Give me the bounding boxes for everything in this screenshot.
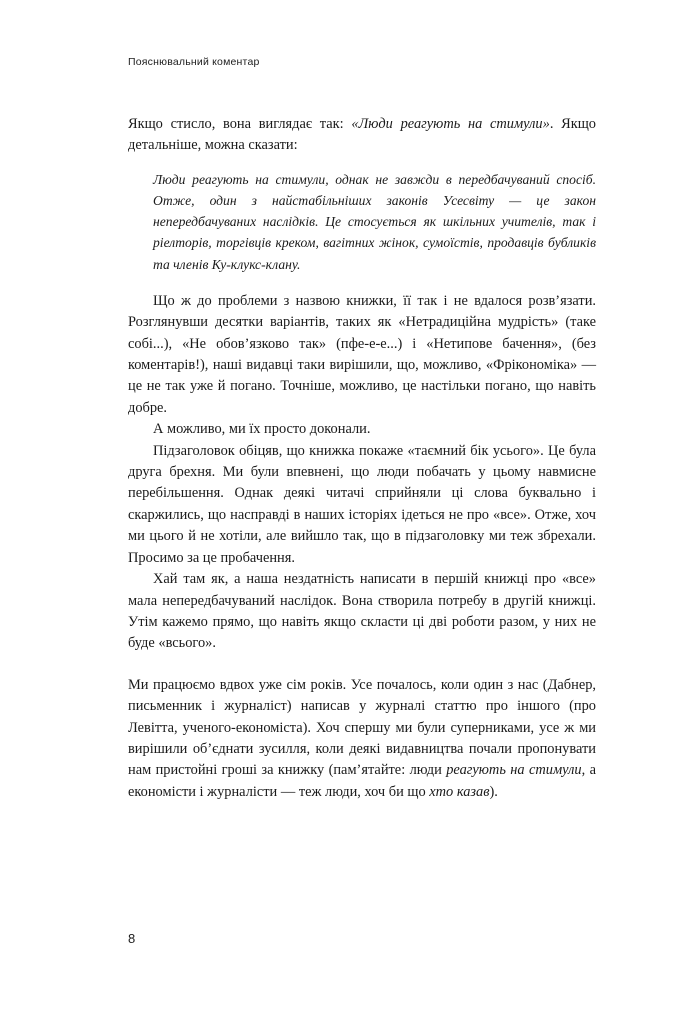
inline-quote-italic: «Люди реагують на стимули» [351, 116, 550, 132]
para-6-italic-1: реагують на стимули [446, 762, 582, 779]
paragraph-title-problem: Що ж до проблеми з назвою книжки, її так і не вдалося розв’язати. Розглянувши десятки варіантів, таких як «Нетрадиційна мудрість» (таке собі...), «Не обов’язково так» (пфе-е-е...) і «Нетипове бачення», (без коментарів!), наші видавці таки вирішили, що, можливо, «Фрікономіка» — це не так уже й погано. Точніше, можливо, це настільки погано, що навіть добре. [128, 292, 596, 416]
blockquote: Люди реагують на стимули, однак не завжди в передбачуваний спосіб. Отже, один з найстабільніших законів Усесвіту — це закон непередбачуваних наслідків. Це стосується як шкільних учителів, так і ріелторів, торгівців креком, вагітних жінок, сумоїстів, продавців бубликів та членів Ку-клукс-клану. [153, 171, 596, 272]
para-6-part-1: Ми працюємо вдвох уже сім років. Усе почалось, коли один з нас (Дабнер, письменник і журналіст) написав у журналі статтю про іншого (про Левітта, ученого-економіста). Хоч спершу ми були суперниками, усе ж ми вирішили об’єднати зусилля, коли деякі видавництва почали пропонувати нам пристойні гроші за книжку (пам’ятайте: люди [128, 676, 596, 779]
paragraph-second-book: Хай там як, а наша нездатність написати в першій книжці про «все» мала непередбачуваний наслідок. Вона створила потребу в другій книжці. Утім кажемо прямо, що навіть якщо скласти ці дві роботи разом, у них не буде «всього». [128, 571, 596, 652]
para-6-part-3: ). [489, 783, 498, 800]
page-number: 8 [128, 931, 136, 946]
paragraph-intro: Якщо стисло, вона виглядає так: «Люди реагують на стимули». Якщо детальніше, можна сказати: [128, 116, 596, 154]
text-column [128, 114, 596, 803]
paragraph-short-joke: А можливо, ми їх просто доконали. [153, 421, 371, 438]
para-6-part-2: , а економісти і журналісти — теж люди, хоч би що [128, 762, 596, 800]
paragraph-collaboration [128, 675, 596, 803]
paragraph-spacer [128, 655, 596, 675]
running-head: Пояснювальний коментар [128, 56, 260, 68]
para-6-italic-2: хто казав [429, 783, 490, 800]
paragraph-subtitle-promise: Підзаголовок обіцяв, що книжка покаже «таємний бік усього». Це була друга брехня. Ми були впевнені, що люди побачать у цьому навмисне перебільшення. Однак деякі читачі сприйняли ці слова буквально і скаржились, що насправді в наших історіях ідеться не про «все». Отже, хоч ми цього й не хотіли, але вийшло так, що в підзаголовку ми теж збрехали. Просимо за це пробачення. [128, 442, 596, 566]
